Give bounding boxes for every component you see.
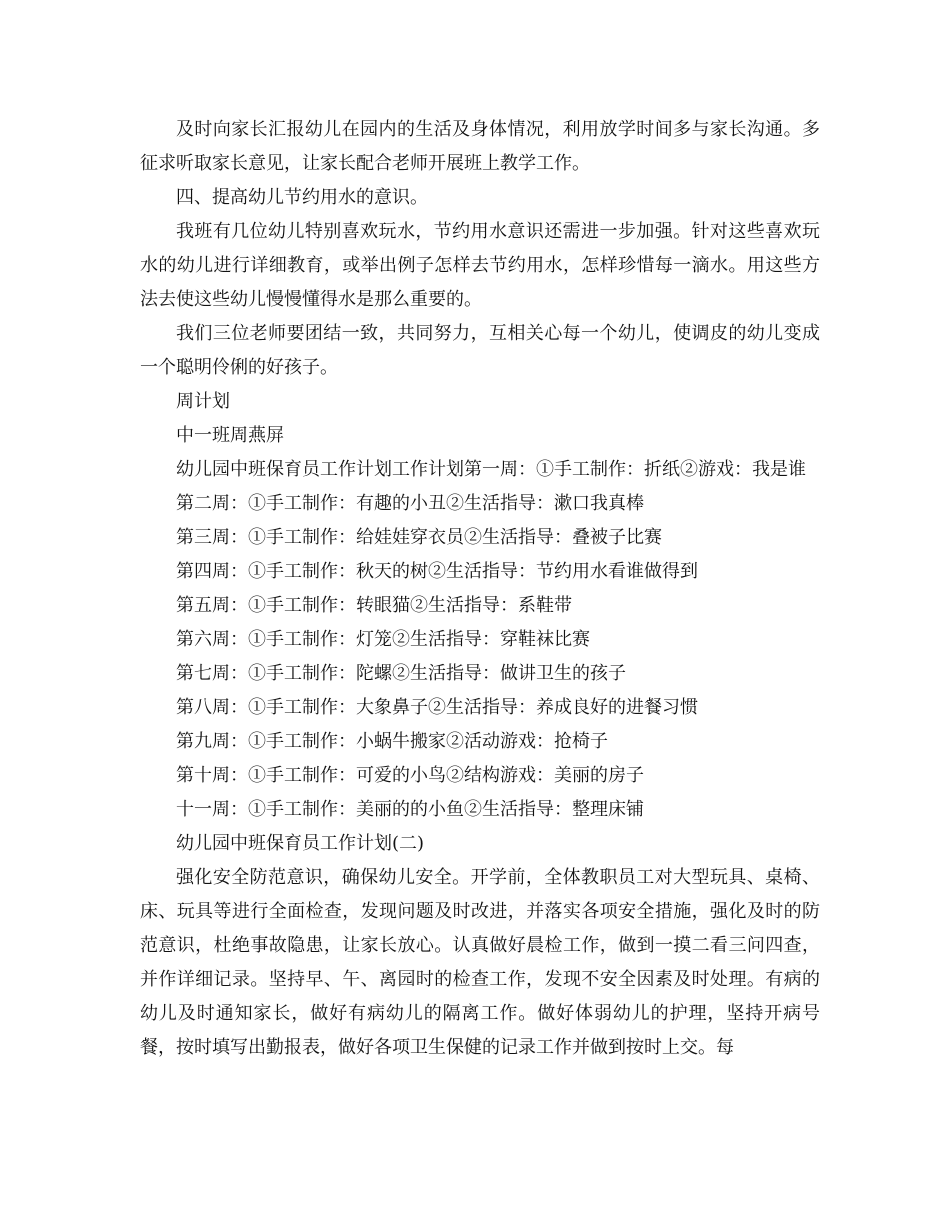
week-plan-item: 第七周：①手工制作：陀螺②生活指导：做讲卫生的孩子 — [176, 663, 626, 684]
week-plan-item: 第六周：①手工制作：灯笼②生活指导：穿鞋袜比赛 — [176, 629, 590, 650]
paragraph-water-saving: 我班有几位幼儿特别喜欢玩水，节约用水意识还需进一步加强。针对这些喜欢玩水的幼儿进行详细教育，或举出例子怎样去节约用水，怎样珍惜每一滴水。用这些方法去使这些幼儿慢慢懂得水是那么重要的。 — [140, 221, 820, 310]
section-title-plan-two: 幼儿园中班保育员工作计划(二) — [176, 833, 425, 854]
week-plan-item: 第八周：①手工制作：大象鼻子②生活指导：养成良好的进餐习惯 — [176, 697, 698, 718]
week-plan-item: 第十周：①手工制作：可爱的小鸟②结构游戏：美丽的房子 — [176, 765, 644, 786]
week-plan-item: 第二周：①手工制作：有趣的小丑②生活指导：漱口我真棒 — [176, 493, 644, 514]
week-plan-item: 第四周：①手工制作：秋天的树②生活指导：节约用水看谁做得到 — [176, 561, 698, 582]
week-plan-item: 第三周：①手工制作：给娃娃穿衣员②生活指导：叠被子比赛 — [176, 527, 662, 548]
author-line: 中一班周燕屏 — [176, 425, 284, 446]
heading-water-saving: 四、提高幼儿节约用水的意识。 — [176, 187, 428, 208]
paragraph-safety: 强化安全防范意识，确保幼儿安全。开学前，全体教职员工对大型玩具、桌椅、床、玩具等进行全面检查，发现问题及时改进，并落实各项安全措施，强化及时的防范意识，杜绝事故隐患，让家长放心。认真做好晨检工作，做到一摸二看三问四查，并作详细记录。坚持早、午、离园时的检查工作，发现不安全因素及时处理。有病的幼儿及时通知家长，做好有病幼儿的隔离工作。做好体弱幼儿的护理，坚持开病号餐，按时填写出勤报表，做好各项卫生保健的记录工作并做到按时上交。每 — [140, 867, 820, 1058]
paragraph-teacher-unity: 我们三位老师要团结一致，共同努力，互相关心每一个幼儿，使调皮的幼儿变成一个聪明伶俐的好孩子。 — [140, 323, 820, 378]
week-plan-intro: 幼儿园中班保育员工作计划工作计划第一周：①手工制作：折纸②游戏：我是谁 — [176, 459, 806, 480]
paragraph-parent-communication: 及时向家长汇报幼儿在园内的生活及身体情况，利用放学时间多与家长沟通。多征求听取家长意见，让家长配合老师开展班上教学工作。 — [140, 119, 820, 174]
week-plan-item: 第五周：①手工制作：转眼猫②生活指导：系鞋带 — [176, 595, 572, 616]
heading-weekly-plan: 周计划 — [176, 391, 230, 412]
document-body — [140, 113, 820, 1065]
week-plan-item: 十一周：①手工制作：美丽的的小鱼②生活指导：整理床铺 — [176, 799, 644, 820]
week-plan-item: 第九周：①手工制作：小蜗牛搬家②活动游戏：抢椅子 — [176, 731, 608, 752]
